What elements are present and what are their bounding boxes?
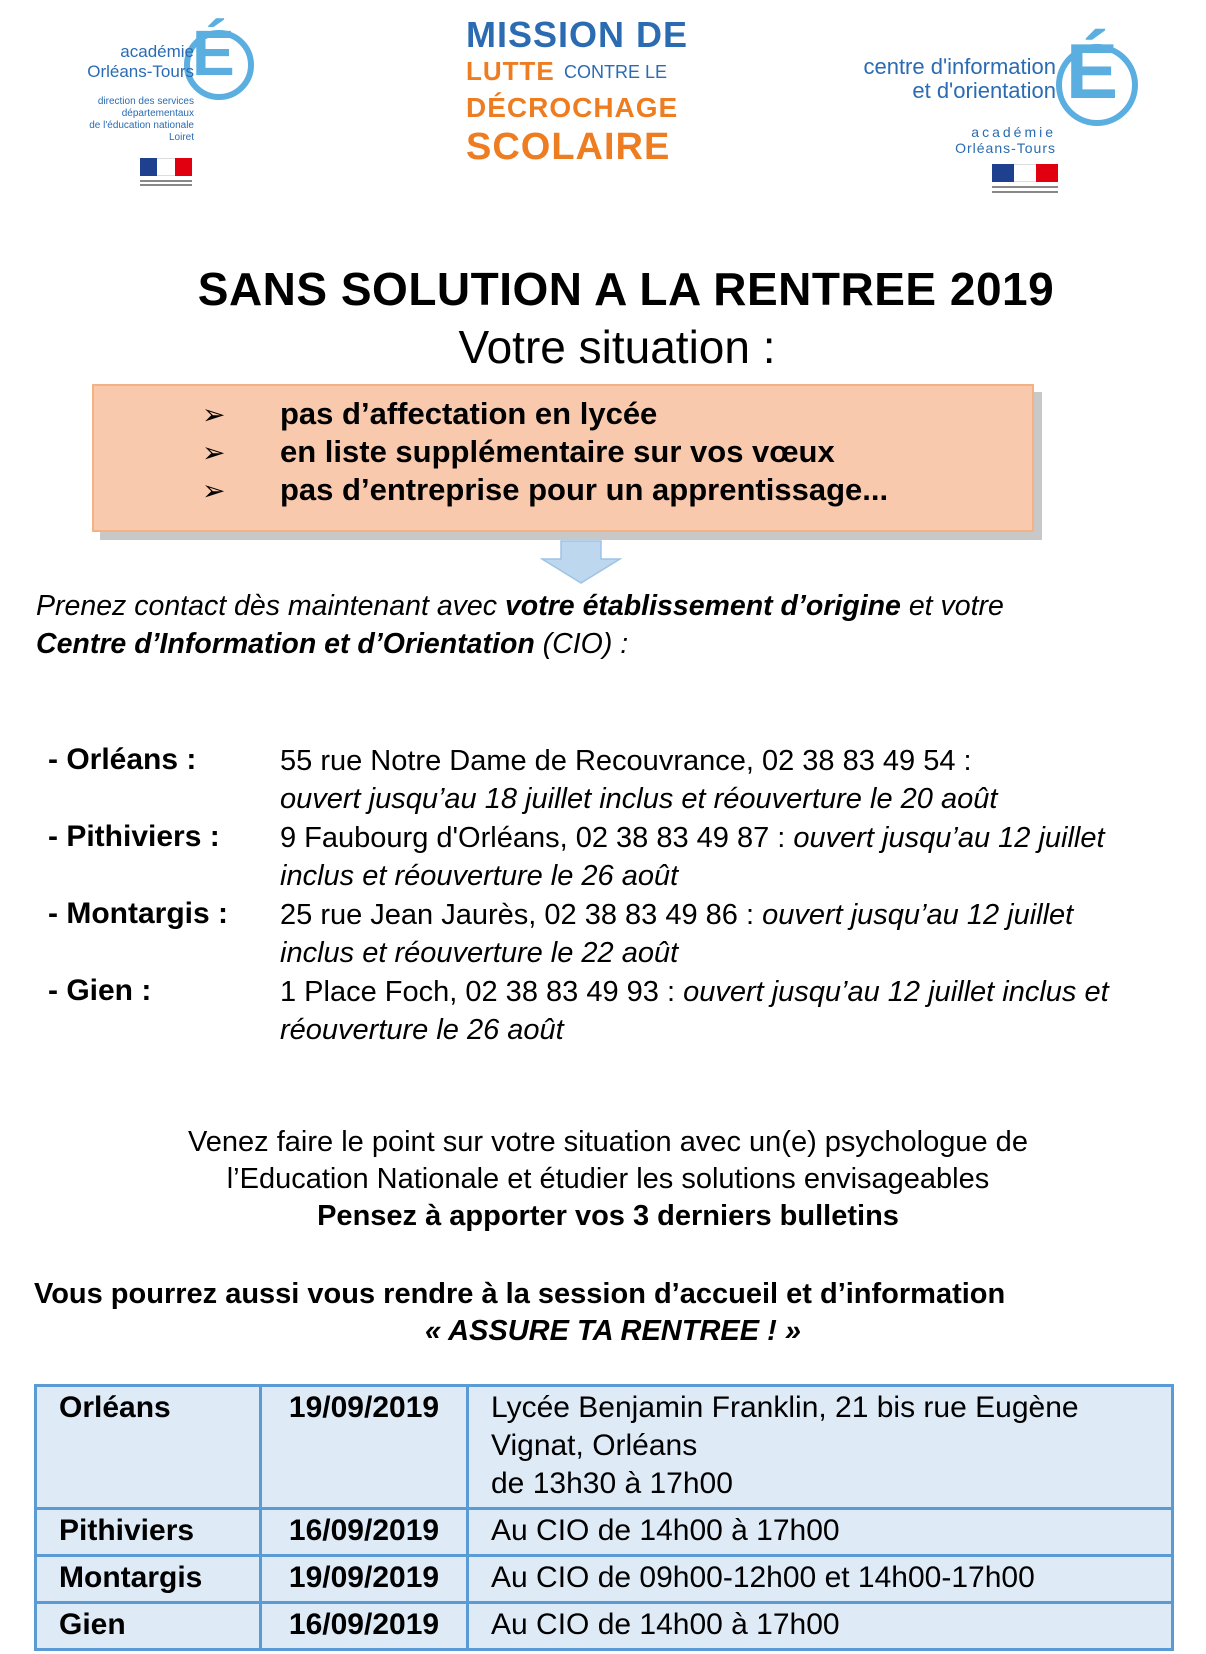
cio-address: [280, 973, 1140, 1049]
arrow-bullet-icon: ➢: [202, 437, 226, 468]
contact-text: et votre: [900, 590, 1004, 622]
session-place: [468, 1386, 1173, 1509]
session-date: 16/09/2019: [261, 1509, 468, 1556]
session-place: Au CIO de 14h00 à 17h00: [468, 1509, 1173, 1556]
academie-logo: [80, 14, 260, 194]
table-row: [36, 1509, 1173, 1556]
cio-address-text: 9 Faubourg d'Orléans, 02 38 83 49 87 :: [280, 822, 794, 854]
republique-flag-icon: [992, 164, 1058, 182]
cio-hours: ouvert jusqu’au 18 juillet inclus et réouverture le 20 août: [280, 783, 998, 815]
cio-logo: [860, 14, 1160, 204]
session-date: 19/09/2019: [261, 1386, 468, 1509]
cio-hours: ouvert jusqu’au 12 juillet inclus et réouverture le 26 août: [280, 976, 1109, 1046]
cio-address-text: 55 rue Notre Dame de Recouvrance, 02 38 83 49 54 :: [280, 745, 972, 777]
session-city: Orléans: [36, 1386, 261, 1509]
cio-logo-line3: académie: [971, 124, 1056, 140]
table-row: [36, 1556, 1173, 1603]
cio-address: [280, 896, 1080, 972]
situation-item: pas d’affectation en lycée: [280, 396, 658, 431]
situation-item: en liste supplémentaire sur vos vœux: [280, 434, 835, 469]
table-row: [36, 1386, 1173, 1509]
session-date: 19/09/2019: [261, 1556, 468, 1603]
session-place-text: Lycée Benjamin Franklin, 21 bis rue Eugène Vignat, Orléans: [491, 1391, 1079, 1462]
session-city: Pithiviers: [36, 1509, 261, 1556]
cio-address: [280, 742, 1160, 818]
page-subtitle: Votre situation :: [458, 321, 776, 373]
cio-address-text: 25 rue Jean Jaurès, 02 38 83 49 86 :: [280, 899, 763, 931]
cio-logo-line4: Orléans-Tours: [955, 140, 1056, 156]
cio-hours: ouvert jusqu’au 12 juillet inclus et réouverture le 26 août: [280, 822, 1105, 892]
contact-line-2: [36, 628, 628, 661]
situation-item: pas d’entreprise pour un apprentissage...: [280, 472, 889, 507]
cio-logo-line2: et d'orientation: [912, 78, 1056, 103]
arrow-bullet-icon: ➢: [202, 475, 226, 506]
down-arrow-icon: [540, 540, 622, 584]
cio-name: - Gien :: [48, 974, 152, 1007]
session-time: de 13h30 à 17h00: [491, 1467, 733, 1500]
mission-line2a: LUTTE: [466, 56, 555, 86]
table-row: [36, 1603, 1173, 1650]
cio-name: - Orléans :: [48, 743, 197, 776]
cio-name: - Pithiviers :: [48, 820, 220, 853]
session-table: [34, 1384, 1174, 1651]
academie-dept-line4: Loiret: [168, 132, 194, 143]
cio-logo-line1: centre d'information: [863, 54, 1056, 79]
academie-dept-line3: de l'éducation nationale: [89, 120, 194, 131]
session-place: Au CIO de 14h00 à 17h00: [468, 1603, 1173, 1650]
advice-line-3: Pensez à apporter vos 3 derniers bulletins: [317, 1200, 899, 1232]
contact-line-1: [36, 590, 1004, 623]
cio-address-text: 1 Place Foch, 02 38 83 49 93 :: [280, 976, 684, 1008]
contact-emphasis: Centre d’Information et d’Orientation: [36, 628, 535, 660]
session-line-1: Vous pourrez aussi vous rendre à la session d’accueil et d’information: [34, 1278, 1006, 1310]
mission-logo: [460, 14, 689, 174]
republique-caption-icon: [140, 180, 192, 182]
mission-line4: SCOLAIRE: [466, 126, 671, 168]
session-city: Montargis: [36, 1556, 261, 1603]
session-place: Au CIO de 09h00-12h00 et 14h00-17h00: [468, 1556, 1173, 1603]
academie-dept-line1: direction des services: [97, 96, 194, 107]
academie-dept-line2: départementaux: [121, 108, 194, 119]
academie-name-line1: académie: [120, 42, 194, 61]
mission-line2b: CONTRE LE: [564, 62, 668, 82]
cio-address: [280, 819, 1160, 895]
page-title: SANS SOLUTION A LA RENTREE 2019: [197, 263, 1055, 315]
session-date: 16/09/2019: [261, 1603, 468, 1650]
cio-name: - Montargis :: [48, 897, 228, 930]
session-city: Gien: [36, 1603, 261, 1650]
republique-flag-icon: [140, 158, 192, 176]
republique-caption-icon: [140, 184, 192, 186]
advice-line-2: l’Education Nationale et étudier les solutions envisageables: [226, 1163, 990, 1195]
arrow-bullet-icon: ➢: [202, 399, 226, 430]
academie-e-icon: É: [192, 17, 235, 89]
republique-caption-icon: [992, 191, 1058, 193]
mission-line3: DÉCROCHAGE: [466, 92, 679, 123]
situation-box: [92, 384, 1034, 532]
session-line-2: « ASSURE TA RENTREE ! »: [425, 1315, 801, 1347]
contact-text: Prenez contact dès maintenant avec: [36, 590, 505, 622]
mission-line1: MISSION DE: [466, 14, 689, 55]
cio-hours: ouvert jusqu’au 12 juillet inclus et réouverture le 22 août: [280, 899, 1074, 969]
academie-name-line2: Orléans-Tours: [87, 62, 194, 81]
cio-e-icon: É: [1066, 27, 1119, 115]
contact-emphasis: votre établissement d’origine: [504, 590, 901, 622]
contact-text: (CIO) :: [534, 628, 629, 660]
republique-caption-icon: [992, 186, 1058, 188]
advice-line-1: Venez faire le point sur votre situation avec un(e) psychologue de: [188, 1126, 1028, 1158]
